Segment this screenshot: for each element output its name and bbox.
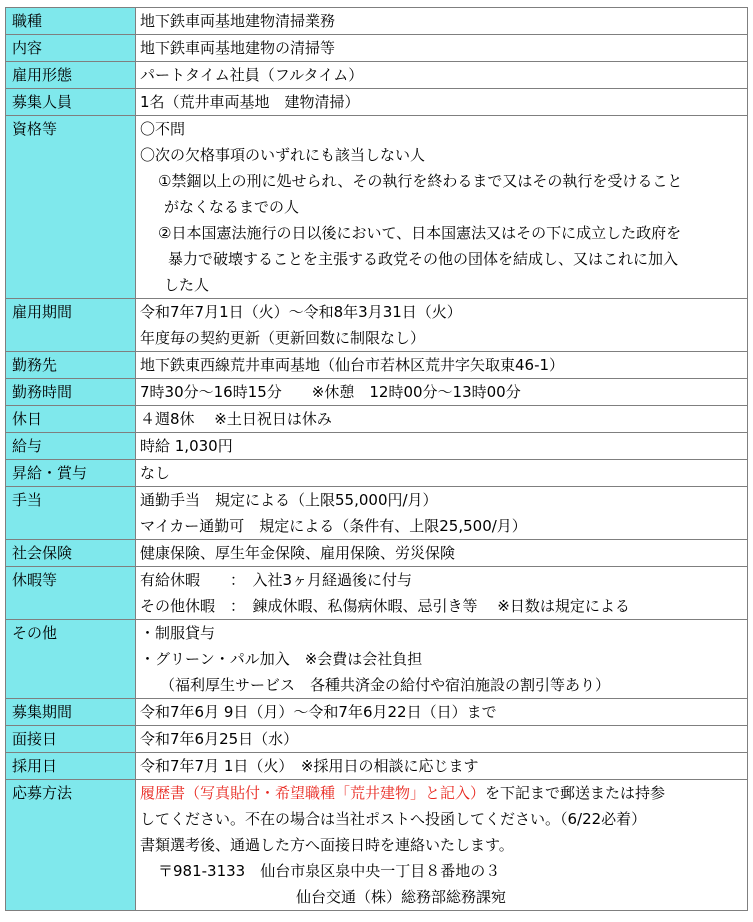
value-line: ・グリーン・パル加入 ※会費は会社負担 <box>140 650 423 668</box>
value-line: 健康保険、厚生年金保険、雇用保険、労災保険 <box>140 544 456 562</box>
row-label: 内容 <box>12 39 43 57</box>
value-cell <box>136 699 748 726</box>
value-line: 地下鉄東西線荒井車両基地（仙台市若林区荒井字矢取東46-1） <box>140 356 565 374</box>
row-sonota <box>6 620 748 699</box>
row-label: 募集期間 <box>12 703 73 721</box>
value-line: （福利厚生サービス 各種共済金の給付や宿泊施設の割引等あり） <box>160 676 611 694</box>
row-kinmu-jikan <box>6 379 748 406</box>
value-cell <box>136 352 748 379</box>
postal-address: 〒981-3133 仙台市泉区泉中央一丁目８番地の３ <box>158 862 501 880</box>
value-cell <box>136 433 748 460</box>
row-label: その他 <box>12 624 58 642</box>
value-cell <box>136 567 748 620</box>
row-label: 手当 <box>12 491 43 509</box>
label-cell <box>6 406 136 433</box>
value-line: してください。不在の場合は当社ポストへ投函してください。（6/22必着） <box>140 810 647 828</box>
value-line: 1名（荒井車両基地 建物清掃） <box>140 93 360 111</box>
label-cell <box>6 540 136 567</box>
value-cell <box>136 116 748 299</box>
value-line: なし <box>140 464 171 482</box>
value-cell <box>136 620 748 699</box>
label-cell <box>6 487 136 540</box>
value-line: した人 <box>164 276 210 294</box>
row-boshu-jinin <box>6 89 748 116</box>
row-shokushu <box>6 8 748 35</box>
value-cell <box>136 487 748 540</box>
value-line: 暴力で破壊することを主張する政党その他の団体を結成し、又はこれに加入 <box>168 250 679 268</box>
value-cell <box>136 379 748 406</box>
row-naiyou <box>6 35 748 62</box>
row-label: 休日 <box>12 410 43 428</box>
row-label: 資格等 <box>12 120 58 138</box>
value-cell <box>136 62 748 89</box>
row-koyou-keitai <box>6 62 748 89</box>
row-label: 給与 <box>12 437 43 455</box>
value-cell <box>136 8 748 35</box>
value-line: 〇次の欠格事項のいずれにも該当しない人 <box>140 146 426 164</box>
value-cell <box>136 460 748 487</box>
row-label: 職種 <box>12 12 43 30</box>
row-oubo-houhou <box>6 780 748 911</box>
label-cell <box>6 379 136 406</box>
value-cell <box>136 89 748 116</box>
row-label: 雇用期間 <box>12 303 73 321</box>
label-cell <box>6 62 136 89</box>
label-cell <box>6 753 136 780</box>
label-cell <box>6 460 136 487</box>
value-cell <box>136 299 748 352</box>
row-label: 募集人員 <box>12 93 73 111</box>
label-cell <box>6 433 136 460</box>
value-line <box>136 780 747 806</box>
value-line: ①禁錮以上の刑に処せられ、その執行を終わるまで又はその執行を受けること <box>158 172 683 190</box>
label-cell <box>6 620 136 699</box>
value-cell <box>136 406 748 433</box>
value-line: 令和7年7月 1日（火） ※採用日の相談に応じます <box>140 757 479 775</box>
value-line: 年度毎の契約更新（更新回数に制限なし） <box>140 329 426 347</box>
value-line: ４週8休 ※土日祝日は休み <box>140 410 332 428</box>
value-cell <box>136 780 748 911</box>
label-cell <box>6 352 136 379</box>
recipient: 仙台交通（株）総務部総務課宛 <box>296 888 507 906</box>
value-line: 令和7年6月 9日（月）～令和7年6月22日（日）まで <box>140 703 497 721</box>
row-mensetsubi <box>6 726 748 753</box>
value-cell <box>136 753 748 780</box>
value-line: 7時30分～16時15分 ※休憩 12時00分～13時00分 <box>140 383 521 401</box>
label-cell <box>6 8 136 35</box>
highlighted-instruction: 履歴書（写真貼付・希望職種「荒井建物」と記入） <box>140 784 486 802</box>
label-cell <box>6 780 136 911</box>
instruction-text: を下記まで郵送または持参 <box>485 784 666 802</box>
value-cell <box>136 726 748 753</box>
label-cell <box>6 299 136 352</box>
value-line: 通勤手当 規定による（上限55,000円/月） <box>140 491 438 509</box>
row-koyou-kikan <box>6 299 748 352</box>
value-line: 有給休暇 ： 入社3ヶ月経過後に付与 <box>140 571 413 589</box>
value-line: パートタイム社員（フルタイム） <box>140 66 364 84</box>
row-label: 面接日 <box>12 730 58 748</box>
value-cell <box>136 35 748 62</box>
value-line: マイカー通勤可 規定による（条件有、上限25,500/月） <box>140 517 527 535</box>
value-line: 令和7年7月1日（火）～令和8年3月31日（火） <box>140 303 462 321</box>
job-posting-table <box>5 7 748 911</box>
row-label: 社会保険 <box>12 544 73 562</box>
label-cell <box>6 35 136 62</box>
row-saiyoubi <box>6 753 748 780</box>
row-shokyu-shoyo <box>6 460 748 487</box>
value-line: その他休暇 ： 錬成休暇、私傷病休暇、忌引き等 ※日数は規定による <box>140 597 630 615</box>
row-label: 休暇等 <box>12 571 58 589</box>
row-shakai-hoken <box>6 540 748 567</box>
label-cell <box>6 567 136 620</box>
row-kyujitsu <box>6 406 748 433</box>
row-label: 応募方法 <box>12 784 73 802</box>
value-line: 地下鉄車両基地建物清掃業務 <box>140 12 336 30</box>
row-kyuka <box>6 567 748 620</box>
label-cell <box>6 726 136 753</box>
row-teate <box>6 487 748 540</box>
label-cell <box>6 89 136 116</box>
value-line: 地下鉄車両基地建物の清掃等 <box>140 39 336 57</box>
row-label: 採用日 <box>12 757 58 775</box>
row-shikaku <box>6 116 748 299</box>
value-line: 〇不問 <box>140 120 186 138</box>
row-boshu-kikan <box>6 699 748 726</box>
row-kyuyo <box>6 433 748 460</box>
value-line: 令和7年6月25日（水） <box>140 730 299 748</box>
row-label: 昇給・賞与 <box>12 464 88 482</box>
value-line: 時給 1,030円 <box>140 437 233 455</box>
row-label: 雇用形態 <box>12 66 73 84</box>
value-line: ・制服貸与 <box>140 624 216 642</box>
label-cell <box>6 699 136 726</box>
label-cell <box>6 116 136 299</box>
row-kinmusaki <box>6 352 748 379</box>
value-line: 書類選考後、通過した方へ面接日時を連絡いたします。 <box>140 836 514 854</box>
value-cell <box>136 540 748 567</box>
value-line: がなくなるまでの人 <box>164 198 300 216</box>
row-label: 勤務先 <box>12 356 58 374</box>
value-line: ②日本国憲法施行の日以後において、日本国憲法又はその下に成立した政府を <box>158 224 682 242</box>
row-label: 勤務時間 <box>12 383 73 401</box>
